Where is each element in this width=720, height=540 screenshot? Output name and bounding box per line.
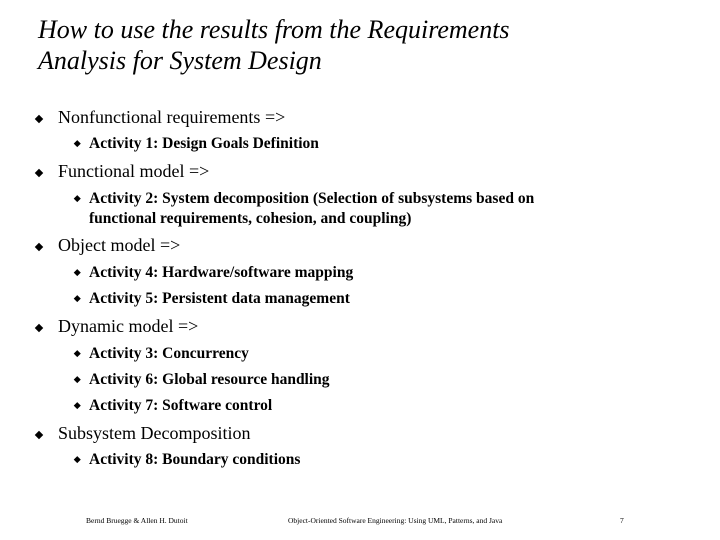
- sub-bullet-label: Activity 3: Concurrency: [89, 345, 249, 362]
- footer-authors: Bernd Bruegge & Allen H. Dutoit: [86, 516, 188, 525]
- footer-book-title: Object-Oriented Software Engineering: Using UML, Patterns, and Java: [288, 516, 503, 525]
- slide-title-line1: How to use the results from the Requirements: [38, 15, 510, 44]
- diamond-subbullet-icon: [74, 350, 80, 356]
- sub-bullet-label: Activity 7: Software control: [89, 397, 273, 414]
- diamond-bullet-icon: [35, 169, 43, 177]
- diamond-bullet-icon: [35, 324, 43, 332]
- sub-bullet-line1: Activity 2: System decomposition (Selection of subsystems based on: [89, 190, 535, 207]
- bullet-label: Nonfunctional requirements =>: [58, 107, 286, 127]
- sub-bullet-label: Activity 1: Design Goals Definition: [89, 135, 319, 152]
- diamond-subbullet-icon: [74, 295, 80, 301]
- bullet-label: Object model =>: [58, 235, 181, 255]
- diamond-subbullet-icon: [74, 195, 80, 201]
- bullet-label: Dynamic model =>: [58, 316, 199, 336]
- diamond-subbullet-icon: [74, 140, 80, 146]
- slide-title: [38, 14, 698, 76]
- sub-bullet-label: Activity 6: Global resource handling: [89, 371, 330, 388]
- slide-title-line2: Analysis for System Design: [38, 46, 322, 75]
- diamond-bullet-icon: [35, 431, 43, 439]
- diamond-subbullet-icon: [74, 402, 80, 408]
- footer-page-number: 7: [620, 516, 624, 525]
- diamond-subbullet-icon: [74, 376, 80, 382]
- sub-bullet-label: Activity 4: Hardware/software mapping: [89, 264, 354, 281]
- sub-bullet-line2: functional requirements, cohesion, and coupling): [89, 210, 412, 227]
- bullet-label: Subsystem Decomposition: [58, 423, 251, 443]
- diamond-subbullet-icon: [74, 456, 80, 462]
- sub-bullet-label: Activity 5: Persistent data management: [89, 290, 350, 307]
- diamond-subbullet-icon: [74, 269, 80, 275]
- diamond-bullet-icon: [35, 243, 43, 251]
- diamond-bullet-icon: [35, 115, 43, 123]
- bullet-label: Functional model =>: [58, 161, 210, 181]
- sub-bullet-label: [89, 189, 649, 229]
- sub-bullet-label: Activity 8: Boundary conditions: [89, 451, 301, 468]
